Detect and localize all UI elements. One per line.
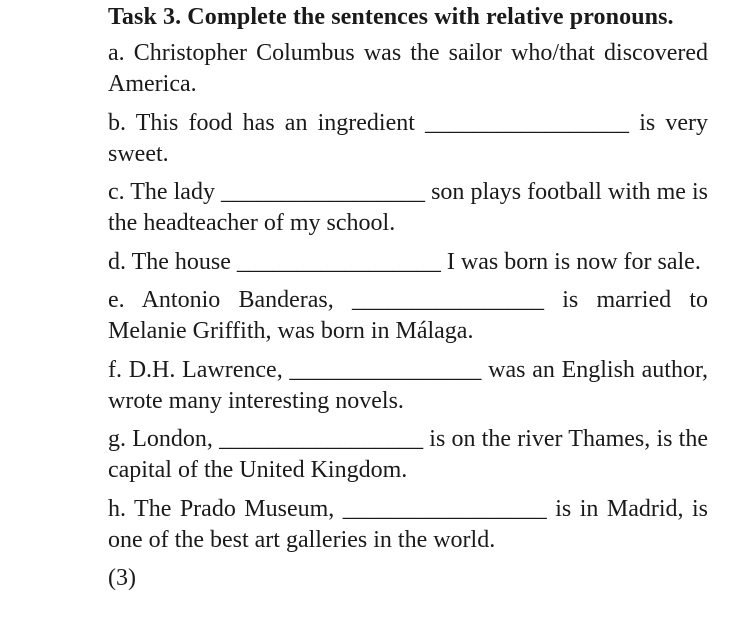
- sentence-a: a. Christopher Columbus was the sailor who/that discovered America.: [108, 40, 708, 97]
- sentence-d: d. The house _________________ I was born is now for sale.: [108, 248, 701, 275]
- sentence-b: b. This food has an ingredient _________________ is very sweet.: [108, 109, 708, 167]
- sentence-f: f. D.H. Lawrence, ________________ was an English author, wrote many interesting novels.: [108, 356, 708, 414]
- sentence-h: h. The Prado Museum, _________________ is in Madrid, is one of the best art galleries in the world.: [108, 495, 708, 553]
- score-label: (3): [108, 564, 136, 591]
- sentence-c: c. The lady _________________ son plays football with me is the headteacher of my school.: [108, 179, 708, 236]
- sentence-e: e. Antonio Banderas, ________________ is married to Melanie Griffith, was born in Málaga.: [108, 287, 708, 344]
- sentence-g: g. London, _________________ is on the river Thames, is the capital of the United Kingdom.: [108, 426, 708, 483]
- worksheet-task: [108, 2, 708, 594]
- task-title: Task 3. Complete the sentences with relative pronouns.: [108, 4, 674, 30]
